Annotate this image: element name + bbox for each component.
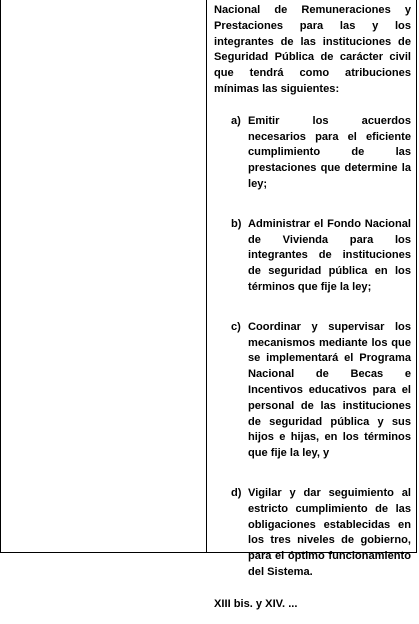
list-item-marker: b) bbox=[231, 217, 242, 230]
list-item-d bbox=[214, 486, 411, 581]
list-item-c bbox=[214, 320, 411, 462]
list-item-marker: c) bbox=[231, 320, 241, 333]
left-column-empty-cell bbox=[1, 0, 206, 552]
list-item-marker: d) bbox=[231, 486, 242, 499]
list-item-marker: a) bbox=[231, 114, 241, 127]
intro-paragraph: Nacional de Remuneraciones y Prestaciones para las y los integrantes de las instituciones de Seguridad Pública de carácter civil que tendrá como atribuciones mínimas las siguientes: bbox=[214, 4, 411, 95]
list-item-text: Administrar el Fondo Nacional de Vivienda para los integrantes de instituciones de seguridad pública en los términos que fije la ley; bbox=[248, 217, 411, 293]
list-item-b bbox=[214, 217, 411, 296]
closing-line: XIII bis. y XIV. ... bbox=[214, 597, 298, 610]
list-item-a bbox=[214, 114, 411, 193]
list-item-text: Vigilar y dar seguimiento al estricto cumplimiento de las obligaciones establecidas en los tres niveles de gobierno, para el óptimo funcionamiento del Sistema. bbox=[248, 486, 411, 578]
column-divider bbox=[206, 0, 207, 552]
right-column-cell bbox=[214, 3, 411, 624]
list-item-text: Emitir los acuerdos necesarios para el eficiente cumplimiento de las prestaciones que determine la ley; bbox=[248, 114, 411, 190]
list-item-text: Coordinar y supervisar los mecanismos mediante los que se implementará el Programa Nacional de Becas e Incentivos educativos para el personal de las instituciones de seguridad pública y sus hijos e hijas, en los términos que fije la ley, y bbox=[248, 320, 411, 460]
